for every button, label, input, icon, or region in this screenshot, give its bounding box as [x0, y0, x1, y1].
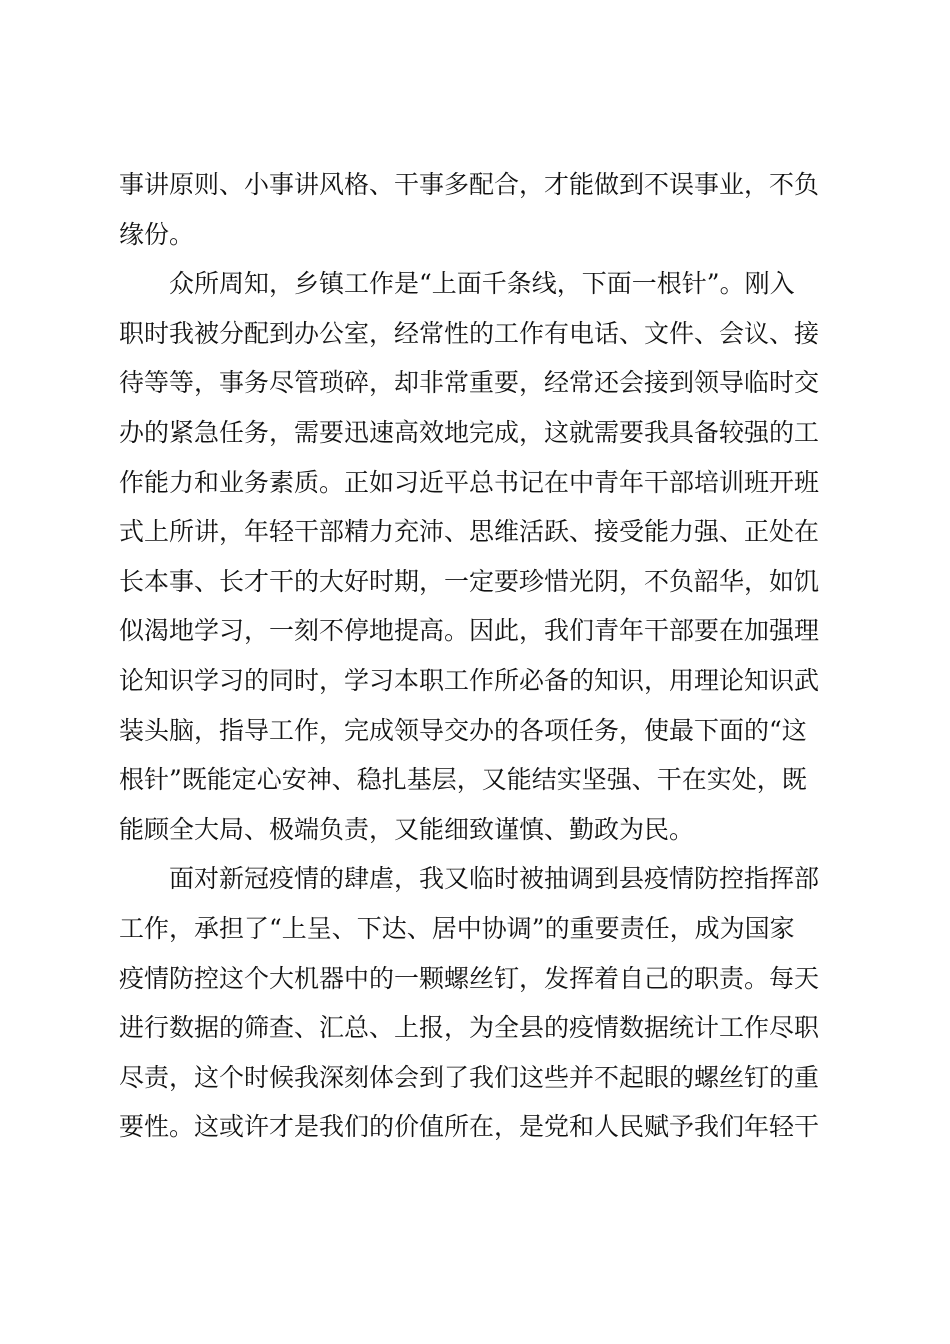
paragraph-1: 事讲原则、小事讲风格、干事多配合，才能做到不误事业，不负 缘份。	[119, 170, 820, 249]
document-body	[119, 160, 839, 1152]
paragraph-2: 众所周知，乡镇工作是“上面千条线，下面一根针”。刚入 职时我被分配到办公室，经常性的工作有电话、文件、会议、接 待等等，事务尽管琐碎，却非常重要，经常还会接到领导临时交 办的紧急任务，需要迅速高效地完成，这就需要我具备较强的工 作能力和业务素质。正如习近平总书记在中青年干部培训班开班 式上所讲，年轻干部精力充沛、思维活跃、接受能力强、正处在 长本事、长才干的大好时期，一定要珍惜光阴，不负韶华，如饥 似渴地学习，一刻不停地提高。因此，我们青年干部要在加强理 论知识学习的同时，学习本职工作所必备的知识，用理论知识武 装头脑，指导工作，完成领导交办的各项任务，使最下面的“这 根针”既能定心安神、稳扎基层，又能结实坚强、干在实处，既 能顾全大局、极端负责，又能细致谨慎、勤政为民。	[119, 269, 820, 844]
paragraph-3: 面对新冠疫情的肆虐，我又临时被抽调到县疫情防控指挥部 工作，承担了“上呈、下达、居中协调”的重要责任，成为国家 疫情防控这个大机器中的一颗螺丝钉，发挥着自己的职责。每天 进行数据的筛查、汇总、上报，为全县的疫情数据统计工作尽职 尽责，这个时候我深刻体会到了我们这些并不起眼的螺丝钉的重 要性。这或许才是我们的价值所在，是党和人民赋予我们年轻干	[119, 864, 820, 1142]
